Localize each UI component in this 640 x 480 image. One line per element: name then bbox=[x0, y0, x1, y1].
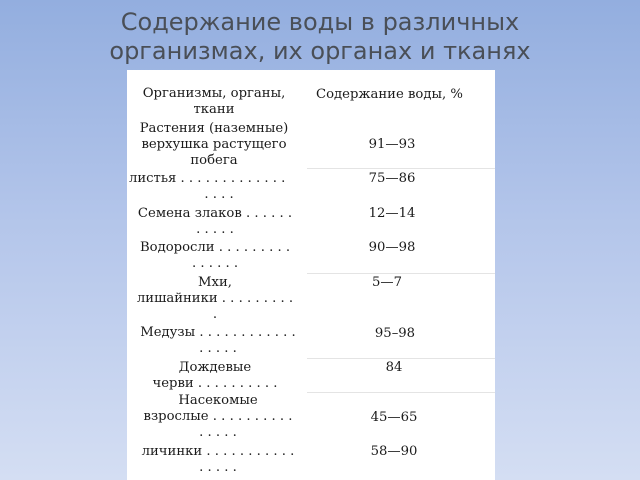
header-organisms bbox=[129, 86, 299, 118]
table-row-value: 45—65 bbox=[370, 410, 418, 425]
header-organisms-line: ткани bbox=[193, 102, 235, 117]
row-label-line: взрослые . . . . . . . . . . bbox=[143, 409, 293, 424]
row-label-line: Семена злаков . . . . . . bbox=[137, 206, 293, 221]
water-content-table bbox=[127, 70, 495, 480]
title-line-2: организмах, их органах и тканях bbox=[109, 37, 531, 65]
row-label-line: Медузы . . . . . . . . . . . . bbox=[140, 325, 296, 340]
table-row-label bbox=[129, 206, 301, 238]
table-row-value: 95–98 bbox=[374, 326, 416, 341]
row-label-line: . . . . . bbox=[199, 460, 237, 475]
table-row-label bbox=[129, 275, 301, 323]
title-line-1: Содержание воды в различных bbox=[120, 8, 520, 36]
row-label-line: побега bbox=[190, 153, 238, 168]
table-row-value: 75—86 bbox=[368, 171, 416, 186]
table-row-value: 84 bbox=[385, 360, 403, 375]
table-row-label bbox=[129, 444, 307, 476]
row-label-line: . bbox=[212, 307, 218, 322]
slide-title bbox=[0, 8, 640, 66]
row-label-line: Растения (наземные) bbox=[139, 121, 289, 136]
row-label-line: . . . . . . bbox=[191, 256, 239, 271]
row-label-line: верхушка растущего bbox=[141, 137, 287, 152]
row-label-line: Водоросли . . . . . . . . . bbox=[139, 240, 291, 255]
row-label-line: Мхи, bbox=[198, 275, 232, 290]
table-row-label bbox=[129, 240, 301, 272]
table-row-label bbox=[129, 393, 307, 441]
row-divider bbox=[307, 168, 495, 169]
table-row-value: 58—90 bbox=[370, 444, 418, 459]
row-label-line: . . . . . bbox=[199, 341, 237, 356]
row-label-line: Дождевые bbox=[178, 360, 252, 375]
table-row-value: 91—93 bbox=[368, 137, 416, 152]
table-row-value: 12—14 bbox=[368, 206, 416, 221]
table-row-value: 5—7 bbox=[372, 275, 402, 290]
row-label-line: личинки . . . . . . . . . . . bbox=[141, 444, 295, 459]
table-row-label bbox=[129, 360, 301, 392]
row-label-line: черви . . . . . . . . . . bbox=[152, 376, 278, 391]
row-divider bbox=[307, 273, 495, 274]
row-label-line: листья . . . . . . . . . . . . . bbox=[129, 171, 286, 186]
row-label-line: . . . . . bbox=[199, 425, 237, 440]
row-label-line: Насекомые bbox=[178, 393, 258, 408]
row-label-line: . . . . . bbox=[196, 222, 234, 237]
row-divider bbox=[307, 358, 495, 359]
table-row-label bbox=[129, 171, 309, 203]
row-label-line: лишайники . . . . . . . . . bbox=[136, 291, 294, 306]
table-row-label bbox=[129, 325, 307, 357]
header-water-content: Содержание воды, % bbox=[316, 87, 463, 102]
row-label-line: . . . . bbox=[204, 187, 234, 202]
row-divider bbox=[307, 392, 495, 393]
table-row-label bbox=[129, 121, 299, 169]
header-organisms-line: Организмы, органы, bbox=[142, 86, 286, 101]
table-row-value: 90—98 bbox=[368, 240, 416, 255]
